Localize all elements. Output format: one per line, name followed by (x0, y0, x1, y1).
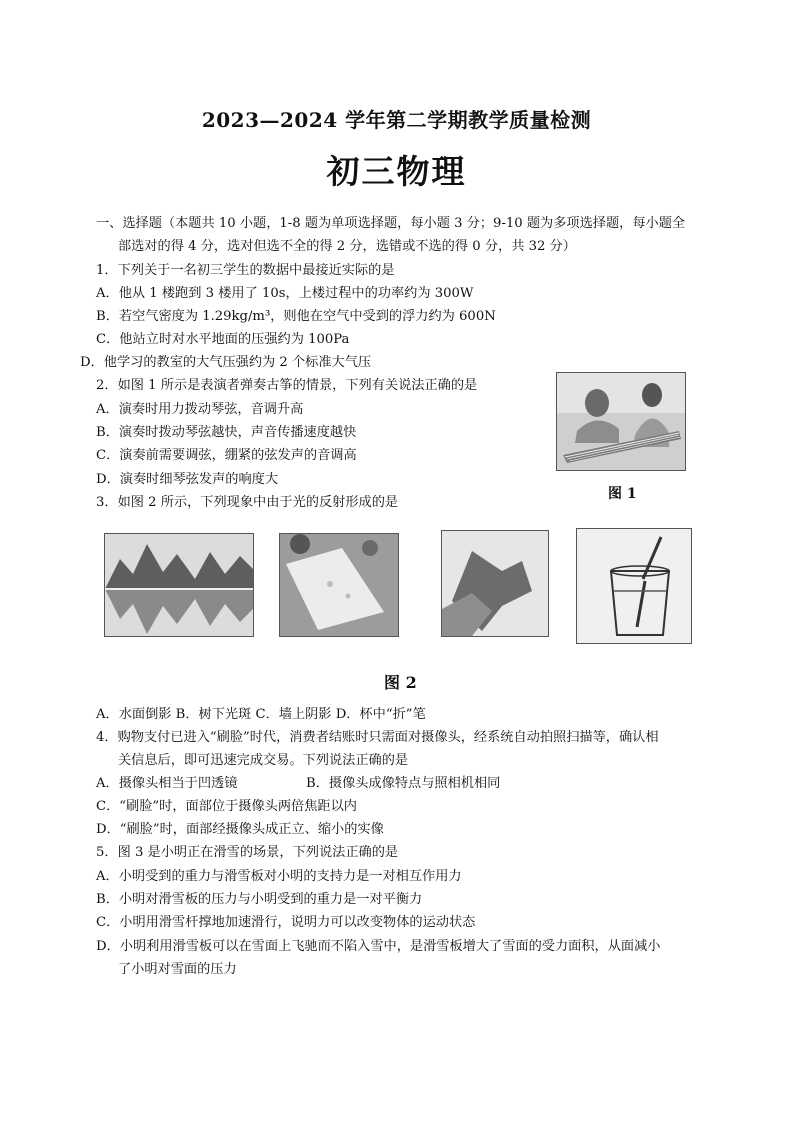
subject-title: 初三物理 (326, 152, 467, 191)
q1-option-c: C．他站立时对水平地面的压强约为 100Pa (96, 332, 350, 347)
figure-2-tree-light-spots-photo (279, 533, 399, 637)
figure-1-caption: 图 1 (608, 486, 637, 502)
section-instructions-line2: 部选对的得 4 分，选对但选不全的得 2 分，选错或不选的得 0 分，共 32 分） (118, 239, 576, 254)
q5-option-a: A．小明受到的重力与滑雪板对小明的支持力是一对相互作用力 (96, 869, 462, 884)
figure-1-guzheng-photo (556, 372, 686, 471)
q2-option-d: D．演奏时细琴弦发声的响度大 (96, 472, 279, 487)
q2-option-a: A．演奏时用力拨动琴弦，音调升高 (96, 402, 304, 417)
q1-stem: 1．下列关于一名初三学生的数据中最接近实际的是 (96, 263, 395, 278)
q1-option-d: D．他学习的教室的大气压强约为 2 个标准大气压 (80, 355, 372, 370)
section-instructions-line1: 一、选择题（本题共 10 小题，1-8 题为单项选择题，每小题 3 分；9-10 题为多项选择题，每小题全 (96, 216, 686, 231)
q4-option-d: D．“刷脸”时，面部经摄像头成正立、缩小的实像 (96, 822, 384, 837)
q5-option-c: C．小明用滑雪杆撑地加速滑行，说明力可以改变物体的运动状态 (96, 915, 476, 930)
q4-stem-line1: 4．购物支付已进入“刷脸”时代，消费者结账时只需面对摄像头，经系统自动拍照扫描等，确认相 (96, 730, 659, 745)
q4-option-a: A．摄像头相当于凹透镜 (96, 776, 238, 791)
q3-stem: 3．如图 2 所示，下列现象中由于光的反射形成的是 (96, 495, 399, 510)
q5-stem: 5．图 3 是小明正在滑雪的场景，下列说法正确的是 (96, 845, 399, 860)
q1-option-a: A．他从 1 楼跑到 3 楼用了 10s，上楼过程中的功率约为 300W (96, 286, 474, 301)
figure-2-caption: 图 2 (384, 673, 417, 692)
q2-option-c: C．演奏前需要调弦，绷紧的弦发声的音调高 (96, 448, 357, 463)
q4-option-b: B．摄像头成像特点与照相机相同 (306, 776, 501, 791)
q5-option-b: B．小明对滑雪板的压力与小明受到的重力是一对平衡力 (96, 892, 423, 907)
q3-options: A．水面倒影 B．树下光斑 C．墙上阴影 D．杯中“折”笔 (96, 707, 426, 722)
exam-title: 2023—2024 学年第二学期教学质量检测 (201, 108, 592, 132)
q5-option-d-line2: 了小明对雪面的压力 (118, 962, 237, 977)
q2-option-b: B．演奏时拨动琴弦越快，声音传播速度越快 (96, 425, 357, 440)
q4-stem-line2: 关信息后，即可迅速完成交易。下列说法正确的是 (118, 753, 409, 768)
q2-stem: 2．如图 1 所示是表演者弹奏古筝的情景，下列有关说法正确的是 (96, 378, 478, 393)
figure-2-wall-shadow-photo (441, 530, 549, 637)
q4-option-c: C．“刷脸”时，面部位于摄像头两倍焦距以内 (96, 799, 357, 814)
q5-option-d-line1: D．小明利用滑雪板可以在雪面上飞驰而不陷入雪中，是滑雪板增大了雪面的受力面积，从面减小 (96, 939, 661, 954)
figure-2-cup-pencil-photo (576, 528, 692, 644)
figure-2-water-reflection-photo (104, 533, 254, 637)
q1-option-b: B．若空气密度为 1.29kg/m³，则他在空气中受到的浮力约为 600N (96, 309, 496, 324)
